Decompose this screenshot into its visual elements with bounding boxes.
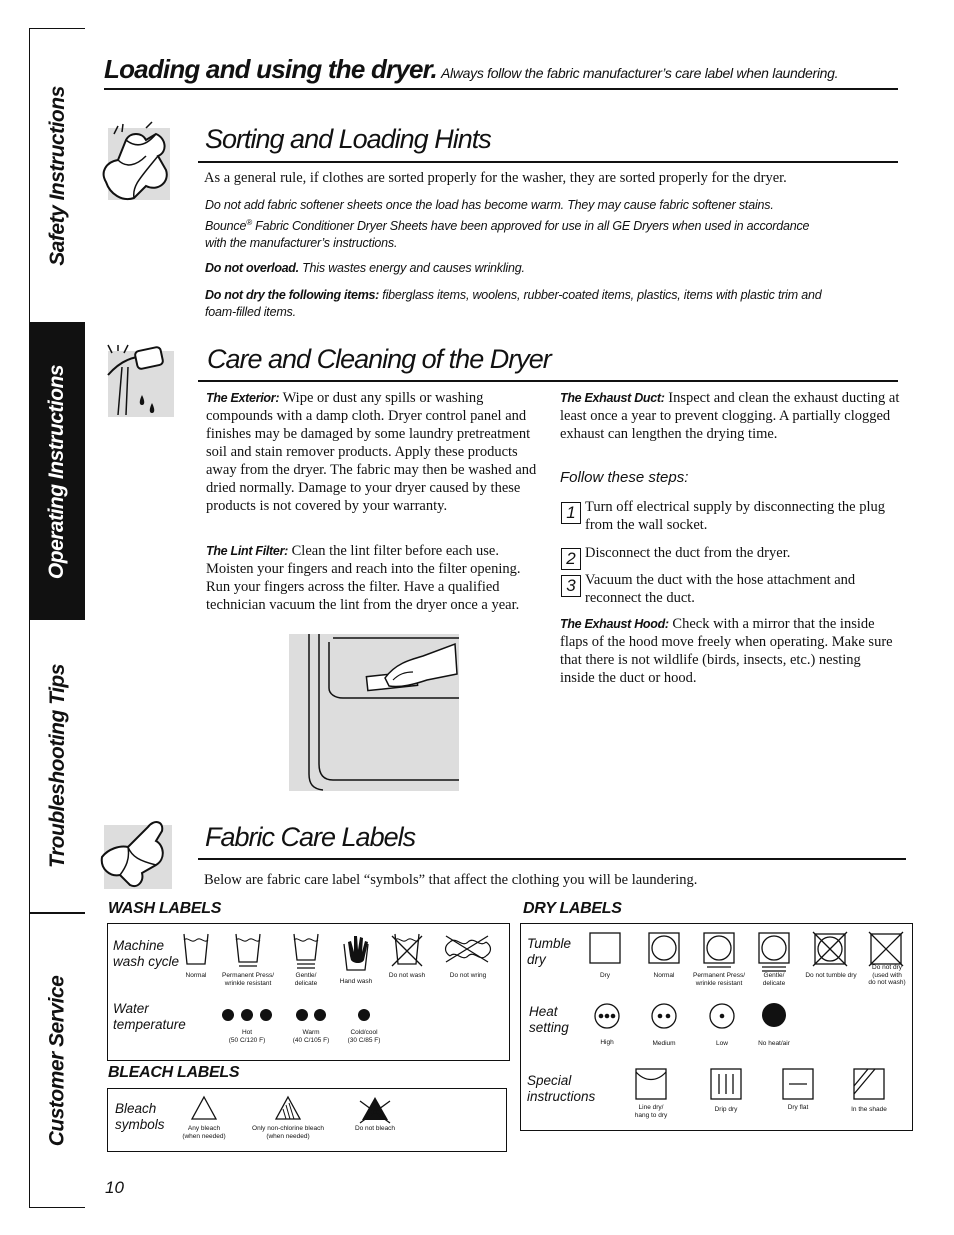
non-chlorine-bleach-icon	[274, 1095, 302, 1121]
cleaning-sponge-icon	[102, 345, 176, 421]
tumble-gentle-icon	[758, 932, 790, 972]
page-subtitle: Always follow the fabric manufacturer’s care label when laundering.	[440, 65, 839, 81]
lead-text: The Exhaust Hood:	[560, 617, 669, 631]
step-number: 2	[561, 548, 581, 570]
softener-line: Do not add fabric softener sheets once the load has become warm. They may cause fabric softener stains.	[205, 198, 774, 212]
do-not-dry-icon	[869, 932, 903, 966]
step-text: Disconnect the duct from the dryer.	[585, 545, 791, 561]
bounce-line	[205, 214, 895, 235]
clothes-pile-icon	[96, 122, 176, 204]
dry-caption: Do not dry (used with do not wash)	[868, 964, 906, 986]
tab-troubleshooting-tips[interactable]	[30, 620, 85, 912]
registered-mark: ®	[246, 218, 252, 227]
tab-label: Safety Instructions	[45, 85, 69, 266]
dry-in-shade-icon	[853, 1068, 885, 1100]
wash-caption: Normal	[185, 972, 207, 979]
page-title: Loading and using the dryer.	[104, 54, 437, 84]
bleach-caption: Any bleach (when needed)	[182, 1125, 226, 1140]
water-caption: Hot (50 C/120 F)	[228, 1029, 266, 1044]
step-text: Vacuum the duct with the hose attachment and reconnect the duct.	[585, 572, 856, 606]
lint-paragraph	[206, 542, 538, 614]
exhaust-duct-paragraph	[560, 389, 900, 443]
softener-line: with the manufacturer’s instructions.	[205, 236, 398, 251]
section-rule	[198, 161, 898, 163]
exhaust-hood-paragraph	[560, 615, 898, 687]
bleach-caption: Do not bleach	[354, 1125, 396, 1132]
lead-text: The Exterior:	[206, 391, 280, 405]
no-heat-icon	[761, 1002, 787, 1028]
heat-caption: No heat/air	[758, 1040, 790, 1047]
body-text: Wipe or dust any spills or washing compounds with a damp cloth. Dryer control panel and finishes may be damaged by some laundry pretreatment soil and stain remover products. Apply these products away from the dryer. The fabric may then be washed and dried normally. Damage to your dryer caused by these products is not covered by your warranty.	[206, 390, 537, 514]
wash-labels-box	[107, 923, 510, 1061]
special-caption: Line dry/ hang to dry	[634, 1104, 668, 1119]
wash-caption: Do not wash	[388, 972, 426, 979]
dry-caption: Gentle/ delicate	[762, 972, 786, 987]
heat-caption: High	[600, 1039, 614, 1046]
body-text: This wastes energy and causes wrinkling.	[298, 261, 525, 275]
machine-wash-label: Machine wash cycle	[113, 938, 180, 969]
do-not-wash-icon	[392, 932, 422, 966]
lead-text: The Lint Filter:	[206, 544, 288, 558]
bounce-text: Fabric Conditioner Dryer Sheets have been approved for use in all GE Dryers when used in accordance	[251, 219, 810, 234]
wash-caption: Permanent Press/ wrinkle resistant	[221, 972, 275, 987]
lead-text: The Exhaust Duct:	[560, 391, 665, 405]
bleach-labels-box	[107, 1088, 507, 1152]
bleach-labels-heading: BLEACH LABELS	[108, 1064, 240, 1081]
wash-labels-heading: WASH LABELS	[108, 900, 222, 917]
heat-setting-label: Heat setting	[529, 1004, 569, 1035]
header-rule	[104, 88, 898, 90]
follow-steps-heading: Follow these steps:	[560, 469, 689, 486]
tab-label: Customer Service	[45, 975, 69, 1146]
lead-text: Do not dry the following items:	[205, 288, 380, 302]
wash-normal-icon	[182, 932, 210, 966]
water-caption: Warm (40 C/105 F)	[292, 1029, 330, 1044]
body-text: fiberglass items, woolens, rubber-coated items, plastics, items with plastic trim and foam-filled items.	[205, 288, 822, 319]
any-bleach-icon	[190, 1095, 218, 1121]
lead-text: Do not overload.	[205, 261, 299, 275]
water-caption: Cold/cool (30 C/85 F)	[347, 1029, 381, 1044]
heat-high-icon	[593, 1002, 621, 1030]
wash-caption: Gentle/ delicate	[294, 972, 318, 987]
water-temp-label: Water temperature	[113, 1001, 186, 1032]
no-dry-note	[205, 287, 855, 321]
dry-labels-heading: DRY LABELS	[523, 900, 622, 917]
tumble-dry-label: Tumble dry	[527, 936, 572, 967]
lint-filter-illustration	[289, 634, 459, 791]
heat-medium-icon	[650, 1002, 678, 1030]
labels-intro: Below are fabric care label “symbols” that affect the clothing you will be laundering.	[204, 872, 698, 888]
wash-gentle-icon	[292, 932, 320, 972]
section-title-care: Care and Cleaning of the Dryer	[207, 344, 551, 374]
line-dry-icon	[635, 1068, 667, 1100]
bleach-symbols-label: Bleach symbols	[115, 1101, 165, 1132]
tab-operating-instructions[interactable]	[30, 324, 85, 620]
body-text: Inspect and clean the exhaust ducting at least once a year to prevent clogging. A partially clogged exhaust can lengthen the drying time.	[560, 390, 900, 442]
sorting-intro: As a general rule, if clothes are sorted properly for the washer, they are sorted properly for the dryer.	[204, 170, 787, 186]
section-rule	[198, 858, 906, 860]
page-number: 10	[105, 1178, 124, 1197]
special-caption: Dry flat	[787, 1104, 809, 1111]
heat-caption: Low	[716, 1040, 728, 1047]
body-text: Clean the lint filter before each use. Moisten your fingers and reach into the filter opening. Run your fingers across the filter. Have a qualified technician vacuum the lint from the dryer once a year.	[206, 543, 521, 613]
do-not-bleach-icon	[358, 1095, 392, 1123]
dry-icon	[589, 932, 621, 964]
body-text: Check with a mirror that the inside flaps of the hood move freely when operating. Make sure that there is not wildlife (birds, insects, etc.) nesting inside the duct or hood.	[560, 616, 893, 686]
dry-caption: Normal	[653, 972, 675, 979]
hand-wash-icon	[342, 932, 370, 972]
dry-caption: Do not tumble dry	[805, 972, 857, 979]
do-not-tumble-dry-icon	[813, 932, 847, 966]
section-title-fabric-labels: Fabric Care Labels	[205, 822, 416, 852]
heat-caption: Medium	[652, 1040, 676, 1047]
dry-labels-box	[520, 923, 913, 1131]
special-caption: In the shade	[851, 1106, 887, 1113]
wash-permanent-press-icon	[234, 932, 262, 968]
dry-caption: Permanent Press/ wrinkle resistant	[692, 972, 746, 987]
tab-label: Troubleshooting Tips	[45, 664, 69, 868]
section-rule	[198, 380, 898, 382]
step-number: 1	[561, 502, 581, 524]
tab-customer-service[interactable]	[30, 914, 85, 1207]
water-hot-icon	[221, 1008, 273, 1022]
step-text: Turn off electrical supply by disconnecting the plug from the wall socket.	[585, 499, 886, 533]
bleach-caption: Only non-chlorine bleach (when needed)	[252, 1125, 324, 1140]
step-number: 3	[561, 575, 581, 597]
tab-label: Operating Instructions	[45, 364, 69, 580]
water-warm-icon	[295, 1008, 327, 1022]
wash-caption: Do not wring	[449, 972, 487, 979]
exterior-paragraph	[206, 389, 538, 515]
do-not-wring-icon	[442, 934, 492, 964]
sidebar-tabs	[29, 28, 85, 1208]
shirt-label-icon	[98, 815, 176, 891]
dry-caption: Dry	[599, 972, 611, 979]
tumble-normal-icon	[648, 932, 680, 964]
brand-name: Bounce	[205, 219, 247, 234]
special-instructions-label: Special instructions	[527, 1073, 596, 1104]
dry-flat-icon	[782, 1068, 814, 1100]
tab-safety-instructions[interactable]	[30, 29, 85, 322]
water-cold-icon	[357, 1008, 371, 1022]
heat-low-icon	[708, 1002, 736, 1030]
softener-note	[205, 197, 895, 252]
tumble-permanent-press-icon	[703, 932, 735, 968]
drip-dry-icon	[710, 1068, 742, 1100]
section-title-sorting: Sorting and Loading Hints	[205, 124, 491, 154]
page-header	[104, 54, 838, 85]
overload-note	[205, 260, 895, 277]
wash-caption: Hand wash	[339, 978, 373, 985]
special-caption: Drip dry	[714, 1106, 738, 1113]
